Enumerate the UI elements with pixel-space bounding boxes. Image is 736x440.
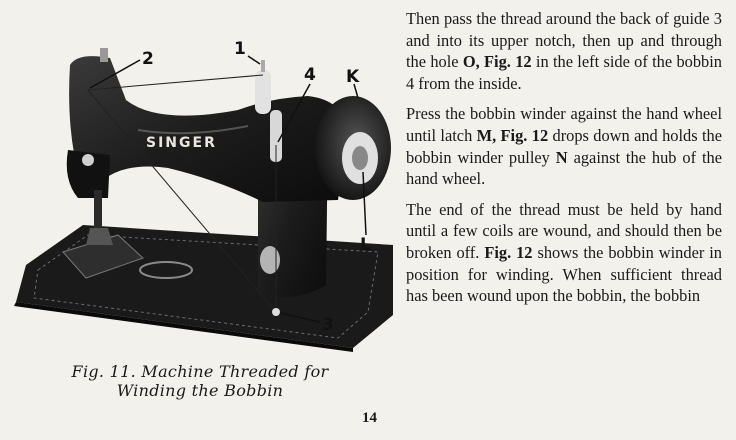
figure-reference: Fig. 12 [484,242,533,262]
text-run: against the hub of the hand wheel. [406,147,722,189]
text-run: Then pass the thread around the back of guide 3 and into its upper notch, then up and through the hole [406,9,722,72]
callout-2: 2 [142,49,154,69]
figure-caption [40,362,360,400]
sewing-machine-illustration [8,30,400,352]
figure-reference: M, Fig. 12 [476,125,549,145]
text-run: drops down and holds the bobbin winder pulley [406,125,722,167]
text-run: The end of the thread must be held by hand until a few coils are wound, and should then be broken off. [406,199,722,262]
text-run: shows the bobbin winder in position for winding. When sufficient thread has been wound upon the bobbin, the bobbin [406,242,722,306]
caption-line-1: Fig. 11. Machine Threaded for [71,362,329,381]
brand-label: SINGER [146,135,217,151]
caption-line-2: Winding the Bobbin [116,381,284,400]
callout-1: 1 [234,39,246,59]
paragraph-1 [406,8,722,94]
figure-reference: O, Fig. 12 [462,52,532,72]
part-reference: N [555,147,568,167]
paragraph-2 [406,103,722,189]
figure-11 [8,30,400,352]
spool [255,70,271,114]
callout-3: 3 [322,315,334,335]
callout-l: L [360,235,371,255]
callout-4: 4 [304,65,316,85]
text-run: in the left side of the bobbin 4 from the inside. [406,52,722,93]
callout-k: K [346,67,360,87]
page-number: 14 [362,410,377,426]
paragraph-3 [406,199,722,307]
text-run: Press the bobbin winder against the hand wheel until latch [406,104,722,145]
instruction-text [406,8,722,307]
